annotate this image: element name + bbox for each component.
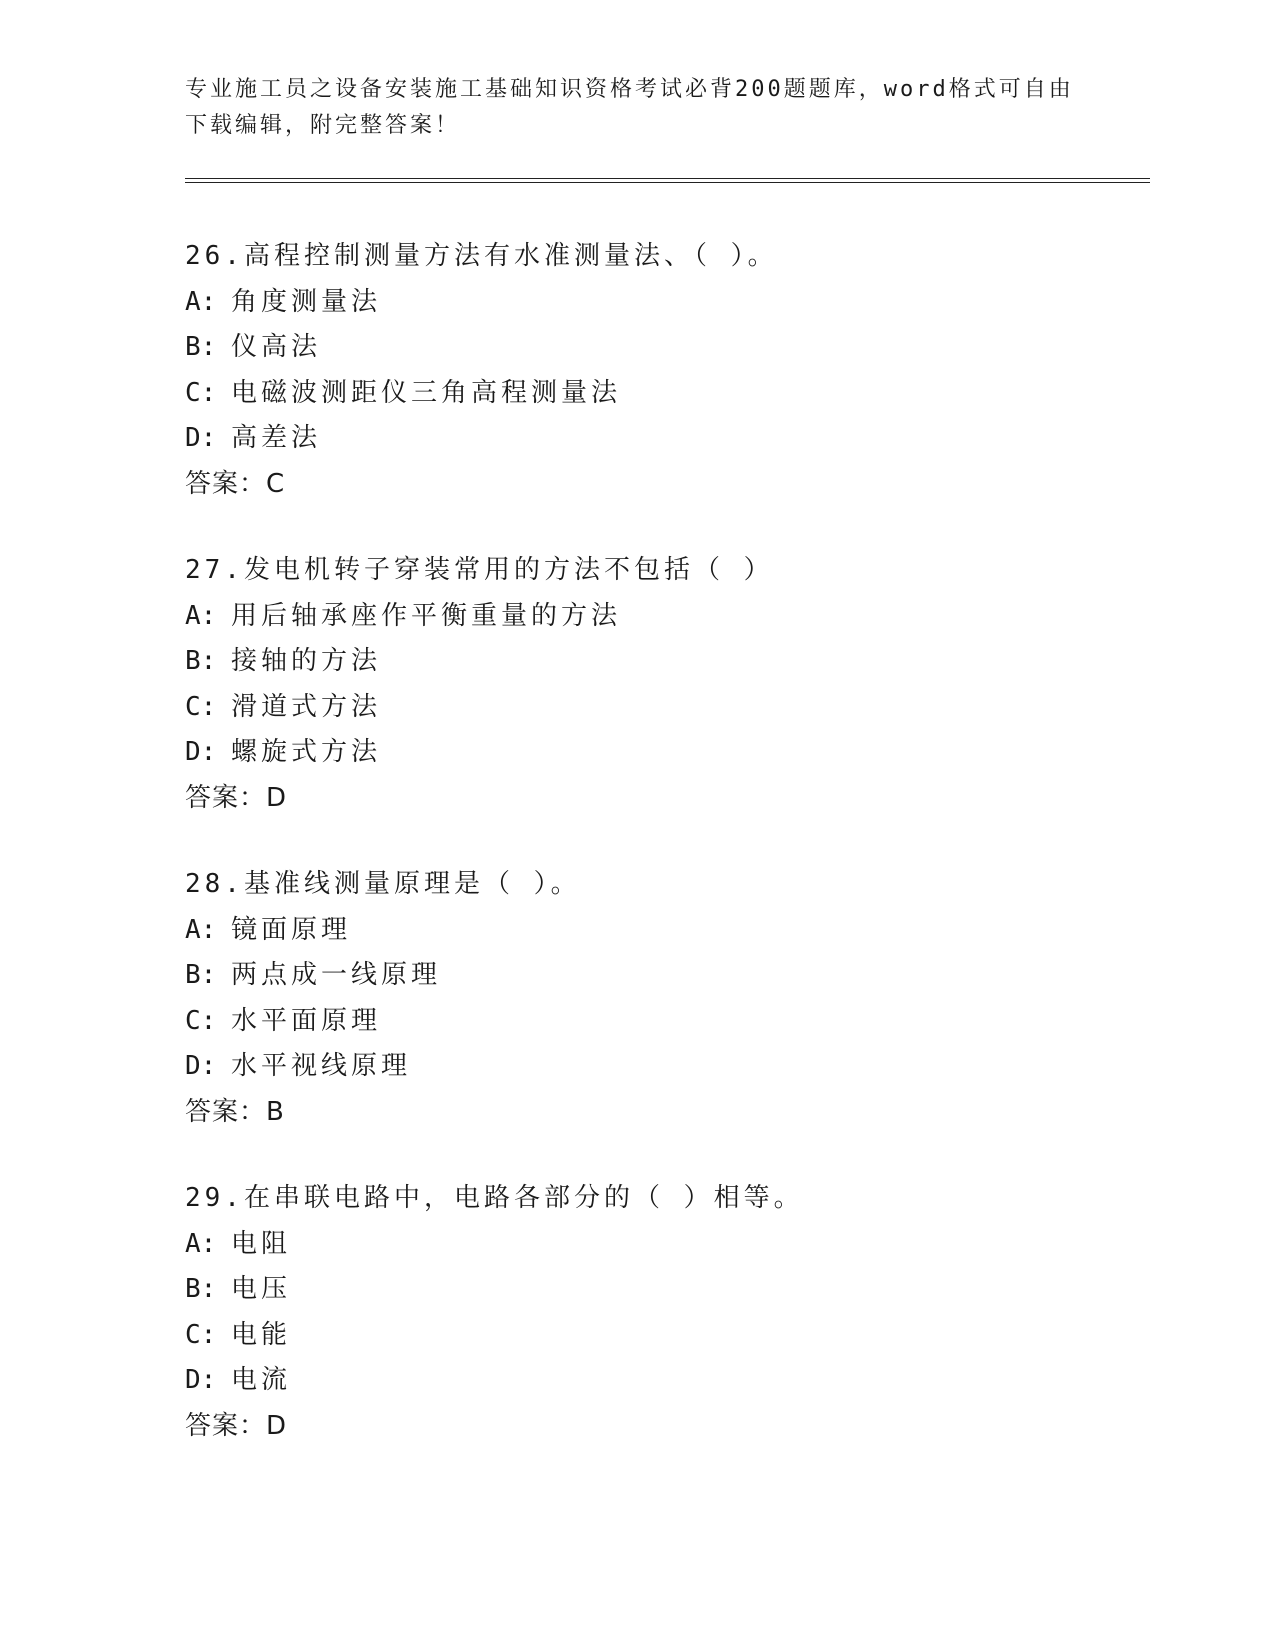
question-stem: 26.高程控制测量方法有水准测量法、（ ）。 xyxy=(185,241,778,271)
option-letter: B: xyxy=(185,646,217,676)
option-letter: A: xyxy=(185,1228,217,1259)
option-b xyxy=(185,1267,1145,1313)
option-text: 水平视线原理 xyxy=(231,1051,412,1081)
answer-line: 答案：D xyxy=(185,782,288,813)
option-letter: C: xyxy=(185,377,217,408)
option-b xyxy=(185,639,1145,685)
question-list xyxy=(185,234,1145,1449)
option-c xyxy=(185,371,1145,417)
question-stem: 27.发电机转子穿装常用的方法不包括（ ） xyxy=(185,555,774,585)
option-c xyxy=(185,999,1145,1045)
option-text: 电阻 xyxy=(231,1228,292,1259)
option-c xyxy=(185,1313,1145,1359)
option-text: 螺旋式方法 xyxy=(231,737,382,767)
question-28 xyxy=(185,862,1145,1135)
option-letter: A: xyxy=(185,600,217,631)
option-text: 接轴的方法 xyxy=(231,646,382,676)
option-letter: B: xyxy=(185,332,217,362)
option-letter: C: xyxy=(185,691,217,722)
option-a xyxy=(185,908,1145,954)
header-divider xyxy=(185,178,1150,183)
header-line-1: 专业施工员之设备安装施工基础知识资格考试必背200题题库，word格式可自由 xyxy=(185,77,1074,102)
answer-line: 答案：C xyxy=(185,468,286,499)
option-letter: C: xyxy=(185,1005,217,1036)
header-line-2: 下载编辑，附完整答案！ xyxy=(185,113,461,138)
question-26 xyxy=(185,234,1145,507)
option-c xyxy=(185,685,1145,731)
option-letter: D: xyxy=(185,1051,217,1081)
option-d xyxy=(185,1044,1145,1090)
option-letter: A: xyxy=(185,286,217,317)
option-text: 两点成一线原理 xyxy=(231,960,442,990)
option-text: 用后轴承座作平衡重量的方法 xyxy=(231,600,622,631)
question-27 xyxy=(185,548,1145,821)
option-text: 电能 xyxy=(231,1319,292,1350)
option-d xyxy=(185,416,1145,462)
option-text: 仪高法 xyxy=(231,332,322,362)
option-text: 电压 xyxy=(231,1274,292,1304)
option-letter: C: xyxy=(185,1319,217,1350)
option-text: 电流 xyxy=(231,1365,292,1395)
option-letter: B: xyxy=(185,1274,217,1304)
answer-line: 答案：D xyxy=(185,1410,288,1441)
option-text: 电磁波测距仪三角高程测量法 xyxy=(231,377,622,408)
option-a xyxy=(185,280,1145,326)
option-letter: D: xyxy=(185,423,217,453)
option-letter: A: xyxy=(185,914,217,945)
option-b xyxy=(185,325,1145,371)
question-stem: 29.在串联电路中，电路各部分的（ ）相等。 xyxy=(185,1183,804,1213)
question-29 xyxy=(185,1176,1145,1449)
option-a xyxy=(185,1222,1145,1268)
option-d xyxy=(185,1358,1145,1404)
option-text: 滑道式方法 xyxy=(231,691,382,722)
answer-line: 答案：B xyxy=(185,1096,285,1127)
option-text: 高差法 xyxy=(231,423,322,453)
document-header xyxy=(185,72,1074,144)
option-text: 镜面原理 xyxy=(231,914,352,945)
option-a xyxy=(185,594,1145,640)
option-letter: D: xyxy=(185,737,217,767)
option-d xyxy=(185,730,1145,776)
option-text: 角度测量法 xyxy=(231,286,382,317)
option-b xyxy=(185,953,1145,999)
option-letter: D: xyxy=(185,1365,217,1395)
option-text: 水平面原理 xyxy=(231,1005,382,1036)
question-stem: 28.基准线测量原理是（ ）。 xyxy=(185,869,581,899)
option-letter: B: xyxy=(185,960,217,990)
